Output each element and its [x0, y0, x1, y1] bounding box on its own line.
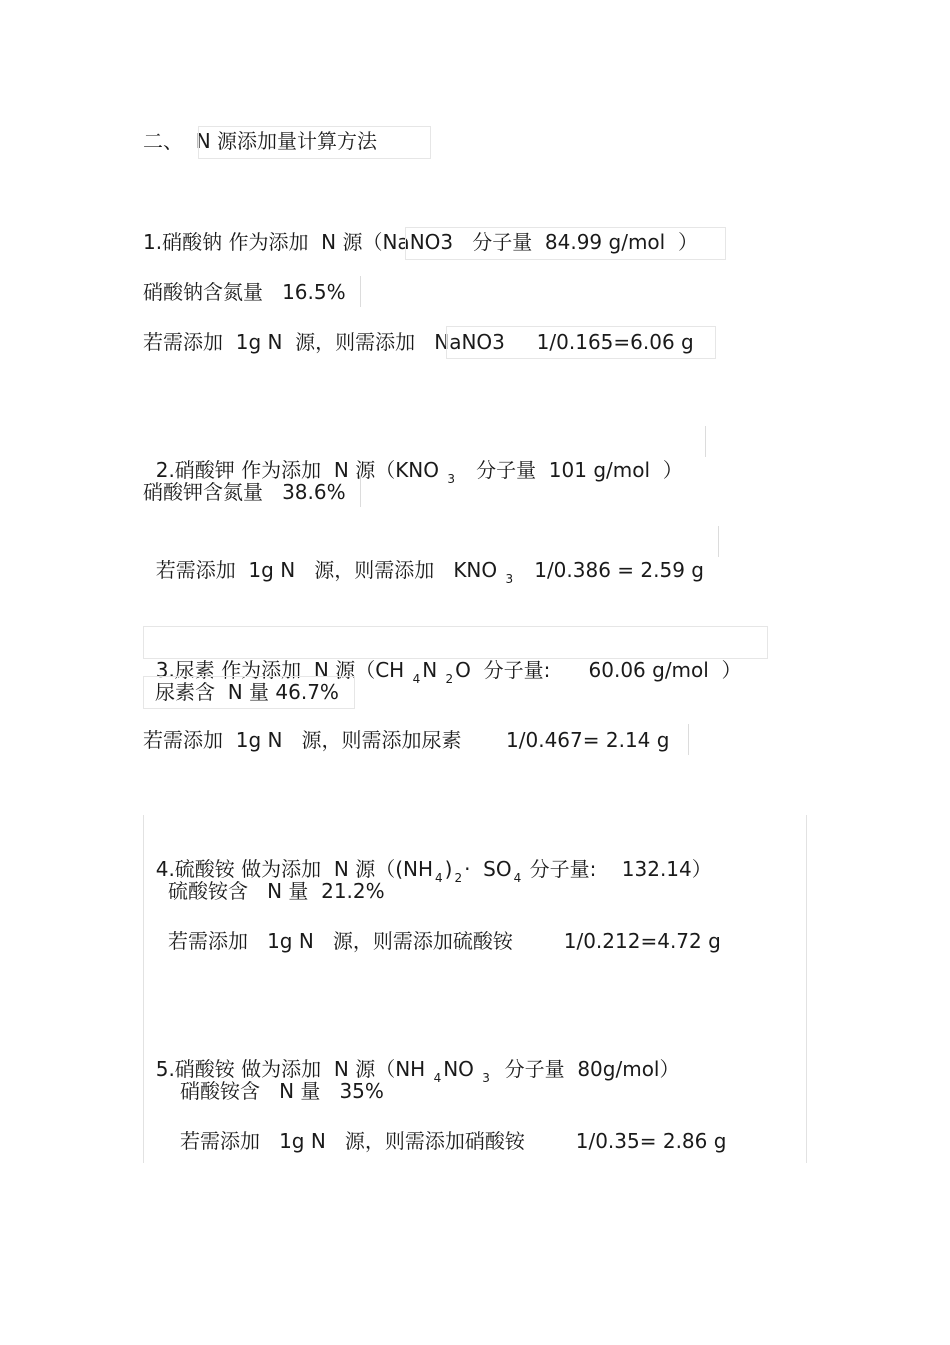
section-3-title-b: N — [422, 658, 444, 682]
section-4-title-a: 4.硫酸铵 做为添加 N 源（(NH — [155, 857, 433, 881]
section-2-title-text: 2.硝酸钾 作为添加 N 源（KNO — [155, 458, 446, 482]
section-1-title: 1.硝酸钠 作为添加 N 源（NaNO3 分子量 84.99 g/mol ） — [143, 230, 698, 254]
section-5-content: 硝酸铵含 N 量 35% — [180, 1079, 384, 1103]
section-4-title-d: 分子量: 132.14） — [523, 857, 712, 881]
section-2-calc — [143, 528, 704, 587]
section-1-content: 硝酸钠含氮量 16.5% — [143, 280, 346, 304]
section-2-calc-text: 若需添加 1g N 源，则需添加 KNO — [155, 558, 504, 582]
frame-right-line — [806, 815, 807, 1163]
section-4-calc: 若需添加 1g N 源，则需添加硫酸铵 1/0.212=4.72 g — [168, 929, 721, 953]
section-2-calc-suffix: 1/0.386 = 2.59 g — [515, 558, 704, 582]
section-4-title-c: · SO — [464, 857, 512, 881]
subscript: 4 — [435, 871, 443, 885]
subscript: 4 — [412, 672, 421, 686]
section-4-content: 硫酸铵含 N 量 21.2% — [168, 879, 385, 903]
subscript: 4 — [433, 1071, 442, 1085]
section-5-title-b: NO — [443, 1057, 481, 1081]
subscript: 2 — [445, 672, 454, 686]
section-3-title-c: O 分子量: 60.06 g/mol ） — [455, 658, 742, 682]
section-5-title-a: 5.硝酸铵 做为添加 N 源（NH — [155, 1057, 432, 1081]
section-2-content: 硝酸钾含氮量 38.6% — [143, 480, 346, 504]
subscript: 2 — [454, 871, 463, 885]
section-2-title-suffix: 分子量 101 g/mol ） — [457, 458, 683, 482]
section-5-title-c: 分子量 80g/mol） — [491, 1057, 680, 1081]
page-heading: 二、 N 源添加量计算方法 — [143, 129, 378, 153]
subscript: 4 — [513, 871, 522, 885]
section-3-calc: 若需添加 1g N 源，则需添加尿素 1/0.467= 2.14 g — [143, 728, 670, 752]
section-1-calc: 若需添加 1g N 源，则需添加 NaNO3 1/0.165=6.06 g — [143, 330, 694, 354]
section-4-title-b: ) — [444, 857, 453, 881]
subscript: 3 — [482, 1071, 490, 1085]
section-3-content: 尿素含 N 量 46.7% — [155, 680, 339, 704]
subscript: 3 — [505, 572, 514, 586]
subscript: 3 — [447, 472, 456, 486]
section-5-calc: 若需添加 1g N 源，则需添加硝酸铵 1/0.35= 2.86 g — [180, 1129, 727, 1153]
section-3-title-a: 3.尿素 作为添加 N 源（CH — [155, 658, 411, 682]
